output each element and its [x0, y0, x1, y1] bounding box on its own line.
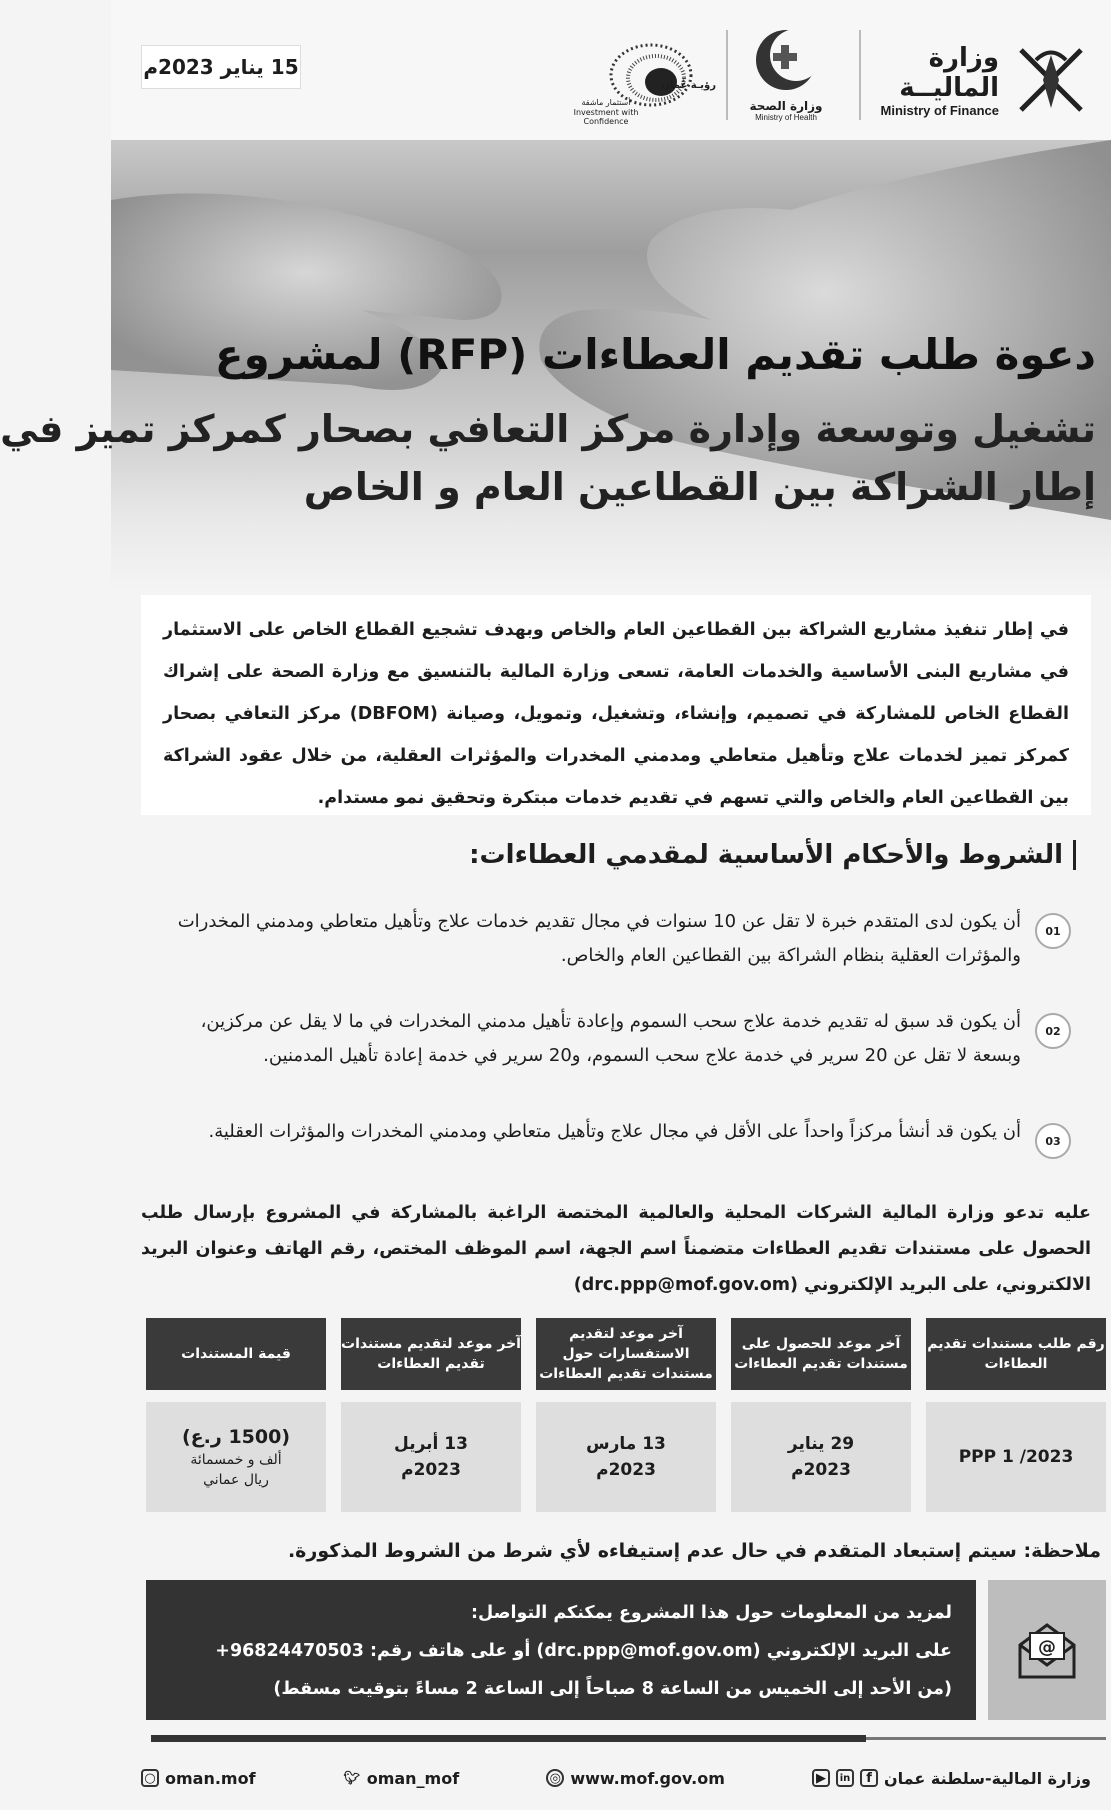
subtitle-line-1: تشغيل وتوسعة وإدارة مركز التعافي بصحار كمركز تميز في: [0, 407, 1096, 451]
linkedin-icon: in: [836, 1769, 854, 1787]
contact-line: (من الأحد إلى الخميس من الساعة 8 صباحاً إلى الساعة 2 مساءً بتوقيت مسقط): [273, 1679, 952, 1699]
instagram-handle: oman.mof: [165, 1768, 256, 1788]
tender-table: [146, 1318, 1106, 1518]
subtitle: [0, 400, 1096, 516]
mof-arabic-name: وزارة الماليــة: [899, 42, 999, 103]
main-title: دعوة طلب تقديم العطاءات (RFP) لمشروع: [214, 330, 1096, 379]
vision-label: رؤيـة عُمان: [661, 80, 716, 91]
email-icon: [1012, 1615, 1082, 1685]
note-text: ملاحظة: سيتم إستبعاد المتقدم في حال عدم إستيفاءه لأي شرط من الشروط المذكورة.: [287, 1540, 1101, 1562]
table-cell: [341, 1402, 521, 1512]
page-header: [111, 0, 1111, 150]
hero-banner: [0, 140, 1111, 590]
website-url: www.mof.gov.om: [570, 1768, 725, 1788]
facebook-icon: f: [860, 1769, 878, 1787]
condition-number: 02: [1035, 1013, 1071, 1049]
ministry-of-health-logo: [736, 25, 836, 135]
footer: [141, 1760, 1091, 1796]
table-header: آخر موعد لتقديم الاستفسارات حول مستندات تقديم العطاءات: [536, 1318, 716, 1390]
cell-value: (1500 ر.ع): [182, 1426, 291, 1448]
table-header: آخر موعد للحصول على مستندات تقديم العطاءات: [731, 1318, 911, 1390]
svg-text:@: @: [1038, 1637, 1056, 1658]
publication-date: 15 يناير 2023م: [141, 45, 301, 89]
cell-value: ريال عماني: [203, 1472, 269, 1488]
instagram-link[interactable]: [141, 1769, 256, 1788]
oman-emblem-icon: [1011, 40, 1091, 120]
moh-english-name: Ministry of Health: [755, 113, 817, 122]
oman-vision-logo: [566, 25, 716, 135]
subtitle-line-2: إطار الشراكة بين القطاعين العام و الخاص: [303, 465, 1096, 509]
twitter-icon: 🐦︎: [343, 1770, 360, 1786]
footer-divider: [151, 1735, 866, 1742]
condition-text: أن يكون لدى المتقدم خبرة لا تقل عن 10 سنوات في مجال تقديم خدمات علاج وتأهيل متعاطي ومدمني المخدرات والمؤثرات العقلية بنظام الشراكة بين القطاعين العام والخاص.: [177, 911, 1021, 966]
cell-value: 13 أبريل: [394, 1434, 468, 1454]
youtube-icon: ▶: [812, 1769, 830, 1787]
condition-number: 01: [1035, 913, 1071, 949]
mof-english-name: Ministry of Finance: [880, 102, 999, 118]
cell-value: ألف و خمسمائة: [190, 1452, 282, 1468]
table-column: [926, 1318, 1106, 1512]
table-cell: [926, 1402, 1106, 1512]
globe-icon: ◎: [546, 1769, 564, 1787]
condition-number: 03: [1035, 1123, 1071, 1159]
conditions-heading: الشروط والأحكام الأساسية لمقدمي العطاءات:: [469, 840, 1076, 870]
table-cell: [536, 1402, 716, 1512]
contact-details: [146, 1580, 976, 1720]
crescent-icon: [751, 25, 821, 95]
cell-value: PPP 1 /2023: [958, 1447, 1074, 1467]
condition-item: [151, 905, 1071, 973]
table-cell: [731, 1402, 911, 1512]
header-divider: [726, 30, 728, 120]
vision-caption: أستثمار ماشقة Investment with Confidence: [573, 98, 639, 127]
condition-item: [151, 1005, 1071, 1073]
contact-line: على البريد الإلكتروني (drc.ppp@mof.gov.om) أو على هاتف رقم: 96824470503+: [215, 1641, 952, 1661]
contact-line: لمزيد من المعلومات حول هذا المشروع يمكنكم التواصل:: [471, 1603, 952, 1623]
table-column: [341, 1318, 521, 1512]
cell-value: 2023م: [401, 1460, 461, 1480]
website-link[interactable]: [546, 1769, 725, 1788]
cell-value: 13 مارس: [586, 1434, 666, 1454]
twitter-link[interactable]: [343, 1769, 459, 1788]
ministry-of-finance-logo: [856, 35, 1091, 125]
condition-text: أن يكون قد سبق له تقديم خدمة علاج سحب السموم وإعادة تأهيل مدمني المخدرات في ما لا يقل عن مركزين، وبسعة لا تقل عن 20 سرير في خدمة علاج سحب السموم، و20 سرير في خدمة إعادة تأهيل المدمنين.: [200, 1011, 1021, 1066]
table-cell: [146, 1402, 326, 1512]
cell-value: 29 يناير: [787, 1434, 855, 1454]
invitation-paragraph: عليه تدعو وزارة المالية الشركات المحلية والعالمية المختصة الراغبة بالمشاركة في المشروع بإرسال طلب الحصول على مستندات تقديم العطاءات متضمناً اسم الجهة، اسم الموظف المختص، رقم الهاتف وعنوان البريد الالكتروني، على البريد الإلكتروني (drc.ppp@mof.gov.om): [141, 1203, 1091, 1295]
condition-item: [151, 1115, 1071, 1159]
cell-value: 2023م: [596, 1460, 656, 1480]
contact-icon-panel: [988, 1580, 1106, 1720]
table-header: آخر موعد لتقديم مستندات تقديم العطاءات: [341, 1318, 521, 1390]
ministry-social[interactable]: [812, 1769, 1091, 1788]
table-header: رقم طلب مستندات تقديم العطاءات: [926, 1318, 1106, 1390]
twitter-handle: oman_mof: [366, 1768, 460, 1788]
table-column: [146, 1318, 326, 1512]
table-column: [731, 1318, 911, 1512]
contact-box: [146, 1580, 1106, 1720]
instagram-icon: ○: [141, 1769, 159, 1787]
table-header: قيمة المستندات: [146, 1318, 326, 1390]
cell-value: 2023م: [791, 1460, 851, 1480]
intro-paragraph: في إطار تنفيذ مشاريع الشراكة بين القطاعين العام والخاص وبهدف تشجيع القطاع الخاص على الاستثمار في مشاريع البنى الأساسية والخدمات العامة، تسعى وزارة المالية بالتنسيق مع وزارة الصحة على إشراك القطاع الخاص للمشاركة في تصميم، وإنشاء، وتشغيل، وتمويل، وصيانة (DBFOM) مركز التعافي بصحار كمركز تميز لخدمات علاج وتأهيل متعاطي ومدمني المخدرات والمؤثرات العقلية، من خلال عقود الشراكة بين القطاعين العام والخاص والتي تسهم في تقديم خدمات مبتكرة وتحقيق نمو مستدام.: [141, 595, 1091, 815]
table-column: [536, 1318, 716, 1512]
moh-arabic-name: وزارة الصحة: [749, 99, 823, 113]
footer-divider: [866, 1737, 1106, 1740]
ministry-name: وزارة المالية-سلطنة عمان: [884, 1768, 1091, 1788]
condition-text: أن يكون قد أنشأ مركزاً واحداً على الأقل في مجال علاج وتأهيل متعاطي ومدمني المخدرات والمؤثرات العقلية.: [208, 1121, 1021, 1142]
